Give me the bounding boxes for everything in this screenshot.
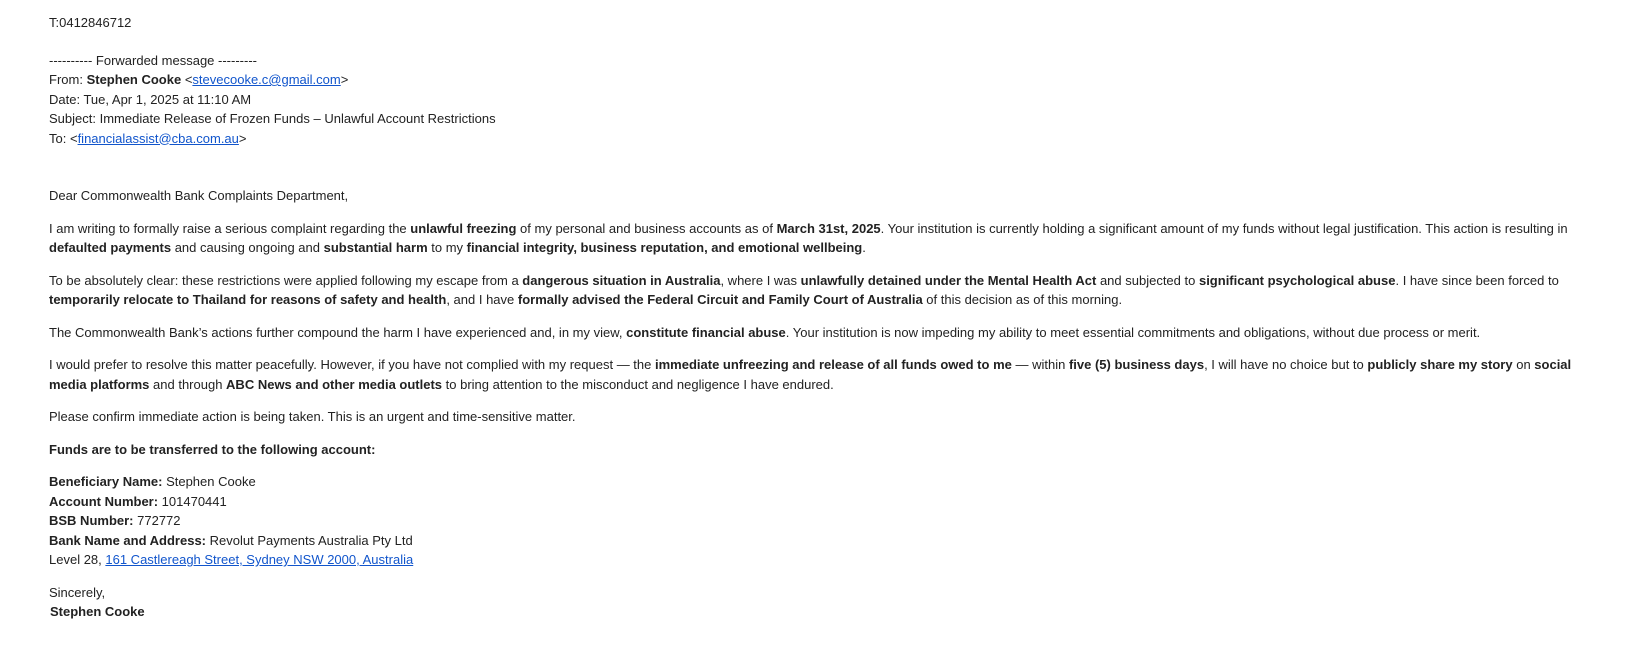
from-line: From: Stephen Cooke <stevecooke.c@gmail.com> xyxy=(49,72,349,87)
paragraph-context: To be absolutely clear: these restrictions were applied following my escape from a dangerous situation in Australia, where I was unlawfully detained under the Mental Health Act and subjected to significant psychological abuse. I have since been forced to temporarily relocate to Thailand for reasons of safety and health, and I have formally advised the Federal Circuit and Family Court of Australia of this decision as of this morning. xyxy=(49,272,1559,307)
to-label: To: xyxy=(49,130,67,146)
subject-label: Subject: xyxy=(49,111,96,126)
to-line: To: <financialassist@cba.com.au> xyxy=(49,130,247,146)
from-email-link[interactable]: stevecooke.c@gmail.com xyxy=(192,72,341,87)
account-number-line: Account Number: 101470441 xyxy=(49,493,227,509)
paragraph-harm: The Commonwealth Bank’s actions further compound the harm I have experienced and, in my view, constitute financial abuse. Your institution is now impeding my ability to meet essential commitments and obligations, without due process or merit. xyxy=(49,324,1481,340)
subject-line xyxy=(49,109,1579,129)
from-name: Stephen Cooke xyxy=(86,72,182,87)
date-line xyxy=(49,90,1579,110)
bsb-line: BSB Number: 772772 xyxy=(49,513,181,528)
paragraph-demand: I would prefer to resolve this matter peacefully. However, if you have not complied with my request — the immediate unfreezing and release of all funds owed to me — within five (5) business days, I will have no choice but to publicly share my story on social media platforms and through ABC News and other media outlets to bring attention to the misconduct and negligence I have endured. xyxy=(49,357,1572,392)
signature: Stephen Cooke xyxy=(50,604,145,619)
address-map-link[interactable]: 161 Castlereagh Street, Sydney NSW 2000, Australia xyxy=(105,552,414,567)
to-email-link[interactable]: financialassist@cba.com.au xyxy=(77,130,239,146)
from-label: From: xyxy=(49,72,83,87)
date-label: Date: xyxy=(49,91,81,107)
address-line: Level 28, 161 Castlereagh Street, Sydney NSW 2000, Australia xyxy=(49,552,414,567)
closing: Sincerely, xyxy=(49,584,106,600)
forwarded-marker: ---------- Forwarded message --------- xyxy=(49,52,257,68)
greeting: Dear Commonwealth Bank Complaints Department, xyxy=(49,188,349,203)
paragraph-confirm: Please confirm immediate action is being taken. This is an urgent and time-sensitive matter. xyxy=(49,409,576,424)
phone-number: T:0412846712 xyxy=(49,15,132,30)
bank-line: Bank Name and Address: Revolut Payments Australia Pty Ltd xyxy=(49,532,413,548)
funds-heading: Funds are to be transferred to the following account: xyxy=(49,441,376,457)
beneficiary-line: Beneficiary Name: Stephen Cooke xyxy=(49,474,256,489)
subject-value: Immediate Release of Frozen Funds – Unlawful Account Restrictions xyxy=(99,111,496,126)
date-value: Tue, Apr 1, 2025 at 11:10 AM xyxy=(83,91,252,107)
paragraph-complaint: I am writing to formally raise a serious complaint regarding the unlawful freezing of my personal and business accounts as of March 31st, 2025. Your institution is currently holding a significant amount of my funds without legal justification. This action is resulting in defaulted payments and causing ongoing and substantial harm to my financial integrity, business reputation, and emotional wellbeing. xyxy=(49,220,1568,255)
account-details xyxy=(49,472,1579,570)
